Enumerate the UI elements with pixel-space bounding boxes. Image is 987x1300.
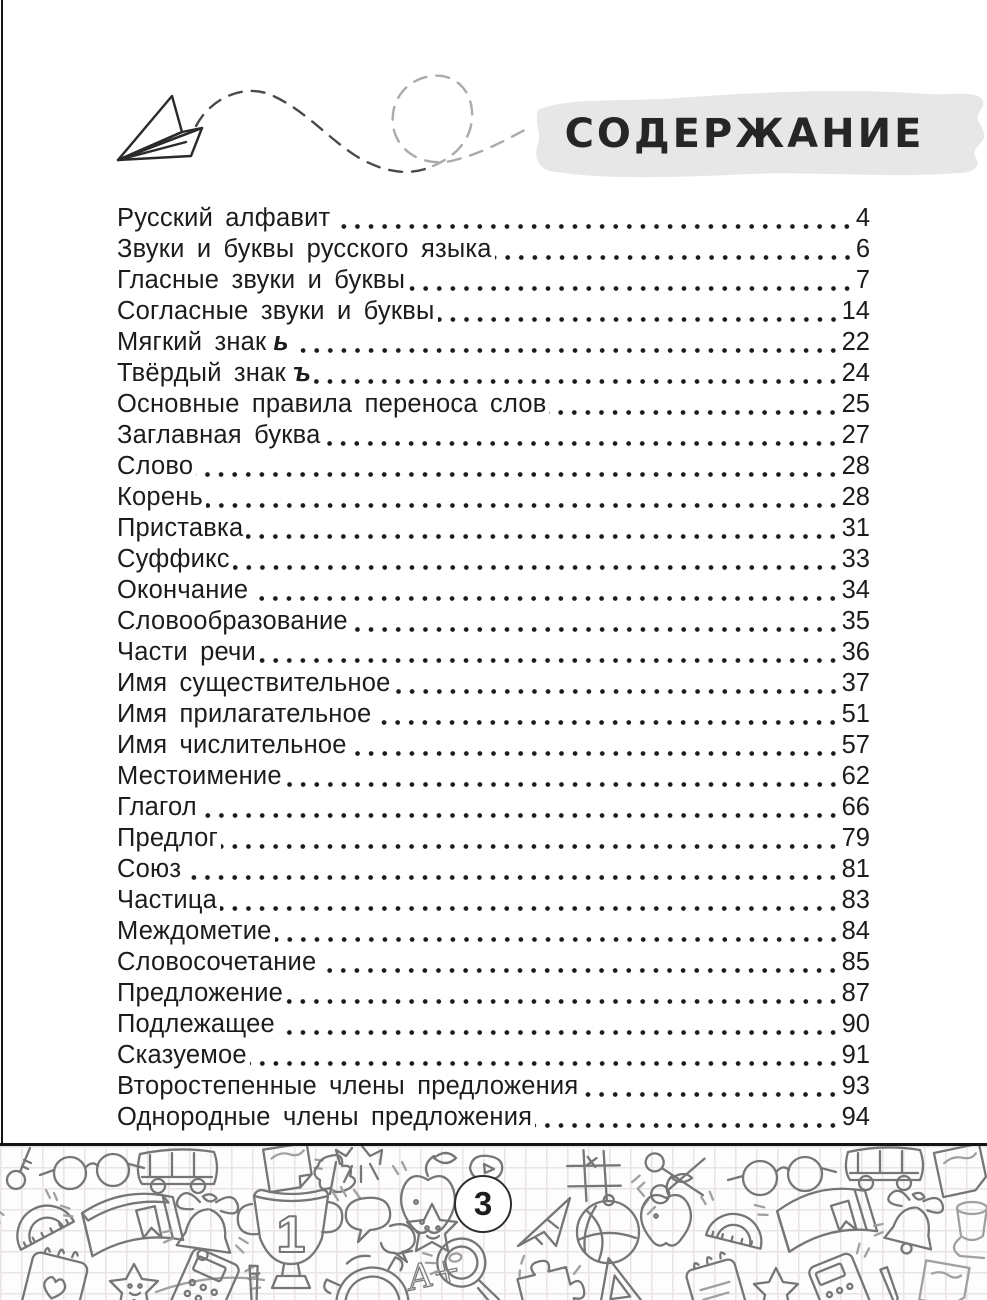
dot-leader — [259, 637, 841, 668]
dot-leader — [408, 265, 855, 296]
toc-entry-page-number: 34 — [841, 576, 870, 604]
dot-leader — [292, 327, 841, 358]
toc-entry-page-number: 81 — [841, 855, 870, 883]
page-number-badge — [454, 1175, 512, 1233]
toc-entry — [117, 699, 870, 730]
dot-leader — [319, 947, 840, 978]
dot-leader — [351, 606, 841, 637]
dot-leader — [350, 730, 841, 761]
toc-entry — [117, 389, 870, 420]
toc-entry-page-number: 7 — [855, 266, 870, 294]
toc-entry — [117, 761, 870, 792]
toc-list — [117, 203, 870, 1133]
note-paper-icon — [934, 1146, 987, 1197]
cup-icon — [954, 1202, 987, 1258]
dot-leader — [278, 1009, 841, 1040]
dashed-flight-path — [196, 76, 530, 172]
toc-entry-page-number: 93 — [841, 1072, 870, 1100]
toc-entry-label — [117, 668, 391, 699]
footer-doodle-band — [0, 1143, 987, 1300]
toc-entry-label — [117, 730, 347, 761]
toc-entry — [117, 451, 870, 482]
toc-entry-title: Словосочетание — [117, 948, 317, 976]
toc-entry-page-number: 94 — [841, 1103, 870, 1131]
toc-entry-label — [117, 885, 217, 916]
toc-entry-title: Приставка — [117, 514, 244, 542]
toc-entry-page-number: 51 — [841, 700, 870, 728]
protractor-icon — [693, 1190, 771, 1249]
toc-entry — [117, 637, 870, 668]
toc-entry-label — [117, 513, 243, 544]
dot-leader — [333, 203, 854, 234]
note-paper-icon — [919, 1260, 969, 1300]
toc-entry — [117, 823, 870, 854]
dot-leader — [549, 389, 840, 420]
toc-entry-label — [117, 482, 203, 513]
toc-entry — [117, 1102, 870, 1133]
dot-leader — [200, 792, 841, 823]
protractor-icon — [0, 1180, 74, 1255]
toc-entry-label — [117, 823, 218, 854]
title-banner — [528, 84, 987, 184]
header — [0, 0, 987, 200]
toc-entry-page-number: 37 — [841, 669, 870, 697]
toc-entry-page-number: 6 — [855, 235, 870, 263]
bell-icon — [869, 1184, 945, 1259]
dot-leader — [233, 544, 841, 575]
toc-entry-page-number: 24 — [841, 359, 870, 387]
toc-entry — [117, 544, 870, 575]
pencil-icon — [880, 1266, 899, 1300]
toc-entry-page-number: 90 — [841, 1010, 870, 1038]
toc-entry-label — [117, 699, 371, 730]
page-title: СОДЕРЖАНИЕ — [564, 111, 925, 157]
toc-entry-title: Корень — [117, 483, 203, 511]
toc-entry — [117, 916, 870, 947]
toc-entry-label — [117, 1009, 275, 1040]
toc-entry-title: Суффикс — [117, 545, 230, 573]
toc-entry — [117, 327, 870, 358]
toc-entry — [117, 947, 870, 978]
toc-entry-label — [117, 606, 348, 637]
toc-entry-label — [117, 389, 546, 420]
toc-entry-page-number: 28 — [841, 452, 870, 480]
toc-entry — [117, 575, 870, 606]
toc-entry — [117, 265, 870, 296]
toc-entry-letter: ь — [273, 328, 289, 356]
glasses-icon — [728, 1157, 836, 1195]
toc-entry-label — [117, 296, 435, 327]
paper-plane-icon — [118, 96, 202, 160]
toc-entry-page-number: 22 — [841, 328, 870, 356]
toc-entry-title: Имя существительное — [117, 669, 391, 697]
dot-leader — [323, 420, 840, 451]
toc-entry-label — [117, 947, 316, 978]
toc-entry-page-number: 28 — [841, 483, 870, 511]
dot-leader — [196, 451, 840, 482]
toc-entry-page-number: 57 — [841, 731, 870, 759]
toc-entry-label — [117, 1102, 532, 1133]
toc-entry-label — [117, 637, 256, 668]
toc-entry-title: Предлог — [117, 824, 219, 852]
puzzle-icon — [515, 1253, 590, 1300]
toc-entry-label — [117, 792, 197, 823]
toc-entry-title: Твёрдый знак — [117, 359, 286, 387]
glasses-icon — [40, 1154, 144, 1200]
toc-entry — [117, 1009, 870, 1040]
toc-entry — [117, 234, 870, 265]
toc-entry-title: Глагол — [117, 793, 197, 821]
toc-entry-title: Части речи — [117, 638, 256, 666]
dot-leader — [535, 1102, 840, 1133]
toc-entry-label — [117, 575, 248, 606]
toc-entry-label — [117, 234, 492, 265]
toc-entry — [117, 420, 870, 451]
toc-entry-label — [117, 1040, 247, 1071]
toc-entry-label — [117, 761, 282, 792]
toc-entry-page-number: 66 — [841, 793, 870, 821]
school-bus-icon — [846, 1147, 923, 1190]
set-square-icon — [600, 1258, 652, 1300]
toc-entry-page-number: 27 — [841, 421, 870, 449]
toc-entry-title: Слово — [117, 452, 194, 480]
dot-leader — [220, 885, 841, 916]
toc-entry-page-number: 35 — [841, 607, 870, 635]
toc-entry-page-number: 36 — [841, 638, 870, 666]
toc-entry-page-number: 62 — [841, 762, 870, 790]
toc-entry-label — [117, 327, 289, 358]
dot-leader — [581, 1071, 840, 1102]
toc-entry-page-number: 87 — [841, 979, 870, 1007]
key-icon — [7, 1148, 31, 1189]
toc-entry-title: Местоимение — [117, 762, 282, 790]
dot-leader — [184, 854, 840, 885]
toc-entry-page-number: 79 — [841, 824, 870, 852]
trophy-number: 1 — [276, 1206, 306, 1264]
toc-entry — [117, 296, 870, 327]
dot-leader — [206, 482, 841, 513]
toc-entry-label — [117, 451, 193, 482]
star-icon — [754, 1268, 798, 1300]
toc-entry-label — [117, 265, 405, 296]
toc-entry-title: Союз — [117, 855, 182, 883]
toc-entry-title: Основные правила переноса слов — [117, 390, 547, 418]
toc-entry-title: Второстепенные члены предложения — [117, 1072, 579, 1100]
dot-leader — [314, 358, 841, 389]
apple-icon — [638, 1174, 692, 1246]
calculator-icon — [806, 1241, 890, 1300]
toc-entry-page-number: 83 — [841, 886, 870, 914]
leaf-icon — [314, 1155, 360, 1198]
dot-leader — [246, 513, 840, 544]
dot-leader — [374, 699, 840, 730]
toc-entry-letter: ъ — [292, 359, 312, 387]
toc-entry — [117, 978, 870, 1009]
school-bus-icon — [138, 1149, 217, 1193]
toc-entry-title: Имя прилагательное — [117, 700, 372, 728]
toc-entry — [117, 854, 870, 885]
book-icon — [61, 1189, 184, 1259]
toc-entry-page-number: 85 — [841, 948, 870, 976]
toc-entry-label — [117, 358, 311, 389]
dot-leader — [495, 234, 855, 265]
grade-a-plus-text: A+ — [404, 1248, 465, 1300]
toc-entry-page-number: 25 — [841, 390, 870, 418]
dot-leader — [394, 668, 841, 699]
toc-entry-title: Словообразование — [117, 607, 348, 635]
toc-entry — [117, 792, 870, 823]
toc-entry-label — [117, 854, 181, 885]
toc-entry-title: Звуки и буквы русского языка — [117, 235, 492, 263]
toc-entry-page-number: 14 — [841, 297, 870, 325]
dot-leader — [275, 916, 841, 947]
toc-entry-label — [117, 916, 272, 947]
toc-entry-title: Междометие — [117, 917, 272, 945]
toc-entry-label — [117, 544, 230, 575]
dot-leader — [250, 1040, 841, 1071]
toc-entry-label — [117, 1071, 578, 1102]
dot-leader — [285, 761, 841, 792]
toc-entry — [117, 358, 870, 389]
dot-leader — [251, 575, 840, 606]
toc-entry — [117, 1071, 870, 1102]
toc-entry — [117, 513, 870, 544]
toc-entry-label — [117, 203, 330, 234]
toc-entry-title: Сказуемое — [117, 1041, 247, 1069]
star-icon — [110, 1264, 158, 1300]
toc-entry — [117, 606, 870, 637]
toc-entry — [117, 668, 870, 699]
notepad-icon — [20, 1242, 91, 1300]
toc-entry-page-number: 4 — [855, 204, 870, 232]
toc-entry-page-number: 91 — [841, 1041, 870, 1069]
toc-entry-title: Предложение — [117, 979, 284, 1007]
dot-leader — [438, 296, 841, 327]
toc-entry-label — [117, 978, 283, 1009]
page-number: 3 — [473, 1185, 493, 1222]
toc-entry-title: Согласные звуки и буквы — [117, 297, 435, 325]
toc-entry-label — [117, 420, 320, 451]
dot-leader — [221, 823, 841, 854]
toc-entry-page-number: 84 — [841, 917, 870, 945]
notepad-icon — [683, 1250, 748, 1300]
toc-entry-title: Окончание — [117, 576, 249, 604]
toc-entry-page-number: 31 — [841, 514, 870, 542]
toc-entry — [117, 730, 870, 761]
toc-entry-title: Частица — [117, 886, 218, 914]
toc-entry — [117, 482, 870, 513]
toc-entry-title: Имя числительное — [117, 731, 347, 759]
toc-entry-title: Подлежащее — [117, 1010, 275, 1038]
speech-bubbles-icon — [332, 1187, 415, 1262]
toc-entry — [117, 885, 870, 916]
toc-entry-page-number: 33 — [841, 545, 870, 573]
toc-entry — [117, 203, 870, 234]
toc-entry — [117, 1040, 870, 1071]
paper-plane-icon — [518, 1198, 570, 1284]
toc-entry-title: Мягкий знак — [117, 328, 267, 356]
pencil-icon — [242, 1265, 262, 1300]
toc-entry-title: Гласные звуки и буквы — [117, 266, 406, 294]
tic-tac-toe-icon — [563, 1146, 626, 1206]
dot-leader — [286, 978, 841, 1009]
toc-entry-title: Однородные члены предложения — [117, 1103, 533, 1131]
toc-entry-title: Русский алфавит — [117, 204, 331, 232]
basketball-icon — [574, 1200, 655, 1274]
toc-entry-title: Заглавная буква — [117, 421, 321, 449]
